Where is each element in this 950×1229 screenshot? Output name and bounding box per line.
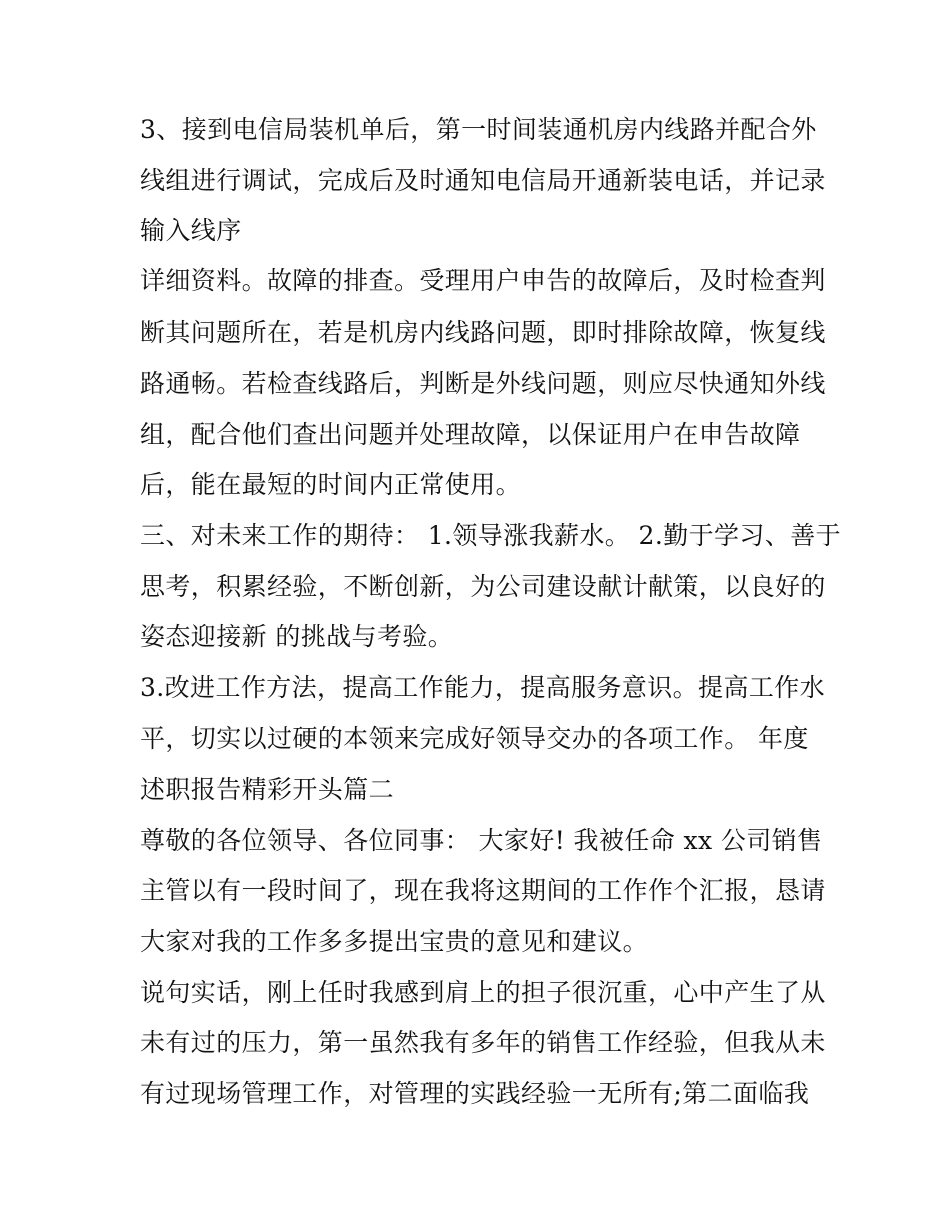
text-line: 未有过的压力，第一虽然我有多年的销售工作经验，但我从未 (140, 1028, 826, 1057)
text-line: 断其问题所在，若是机房内线路问题，即时排除故障，恢复线 (140, 318, 826, 347)
text-line: 尊敬的各位领导、各位同事： 大家好! 我被任命 xx 公司销售 (140, 826, 823, 855)
text-line: 平，切实以过硬的本领来完成好领导交办的各项工作。 年度 (140, 724, 809, 753)
text-line: 述职报告精彩开头篇二 (140, 775, 395, 804)
text-line: 说句实话，刚上任时我感到肩上的担子很沉重，心中产生了从 (140, 978, 826, 1007)
text-line: 组，配合他们查出问题并处理故障，以保证用户在申告故障 (140, 420, 801, 449)
text-line: 线组进行调试，完成后及时通知电信局开通新装电话，并记录 (140, 166, 826, 195)
text-line: 详细资料。故障的排查。受理用户申告的故障后，及时检查判 (140, 266, 826, 295)
text-line: 后，能在最短的时间内正常使用。 (140, 470, 522, 499)
text-line: 路通畅。若检查线路后，判断是外线问题，则应尽快通知外线 (140, 369, 826, 398)
text-line: 3、接到电信局装机单后，第一时间装通机房内线路并配合外 (140, 115, 817, 144)
text-line: 输入线序 (140, 216, 242, 245)
text-line: 3.改进工作方法，提高工作能力，提高服务意识。提高工作水 (140, 673, 826, 702)
text-line: 姿态迎接新 的挑战与考验。 (140, 622, 454, 651)
text-line: 三、对未来工作的期待： 1.领导涨我薪水。 2.勤于学习、善于 (140, 521, 842, 550)
text-line: 主管以有一段时间了，现在我将这期间的工作作个汇报，恳请 (140, 876, 826, 905)
text-line: 大家对我的工作多多提出宝贵的意见和建议。 (140, 927, 649, 956)
text-line: 思考，积累经验，不断创新，为公司建设献计献策，以良好的 (140, 572, 826, 601)
text-line: 有过现场管理工作，对管理的实践经验一无所有;第二面临我 (140, 1079, 810, 1108)
